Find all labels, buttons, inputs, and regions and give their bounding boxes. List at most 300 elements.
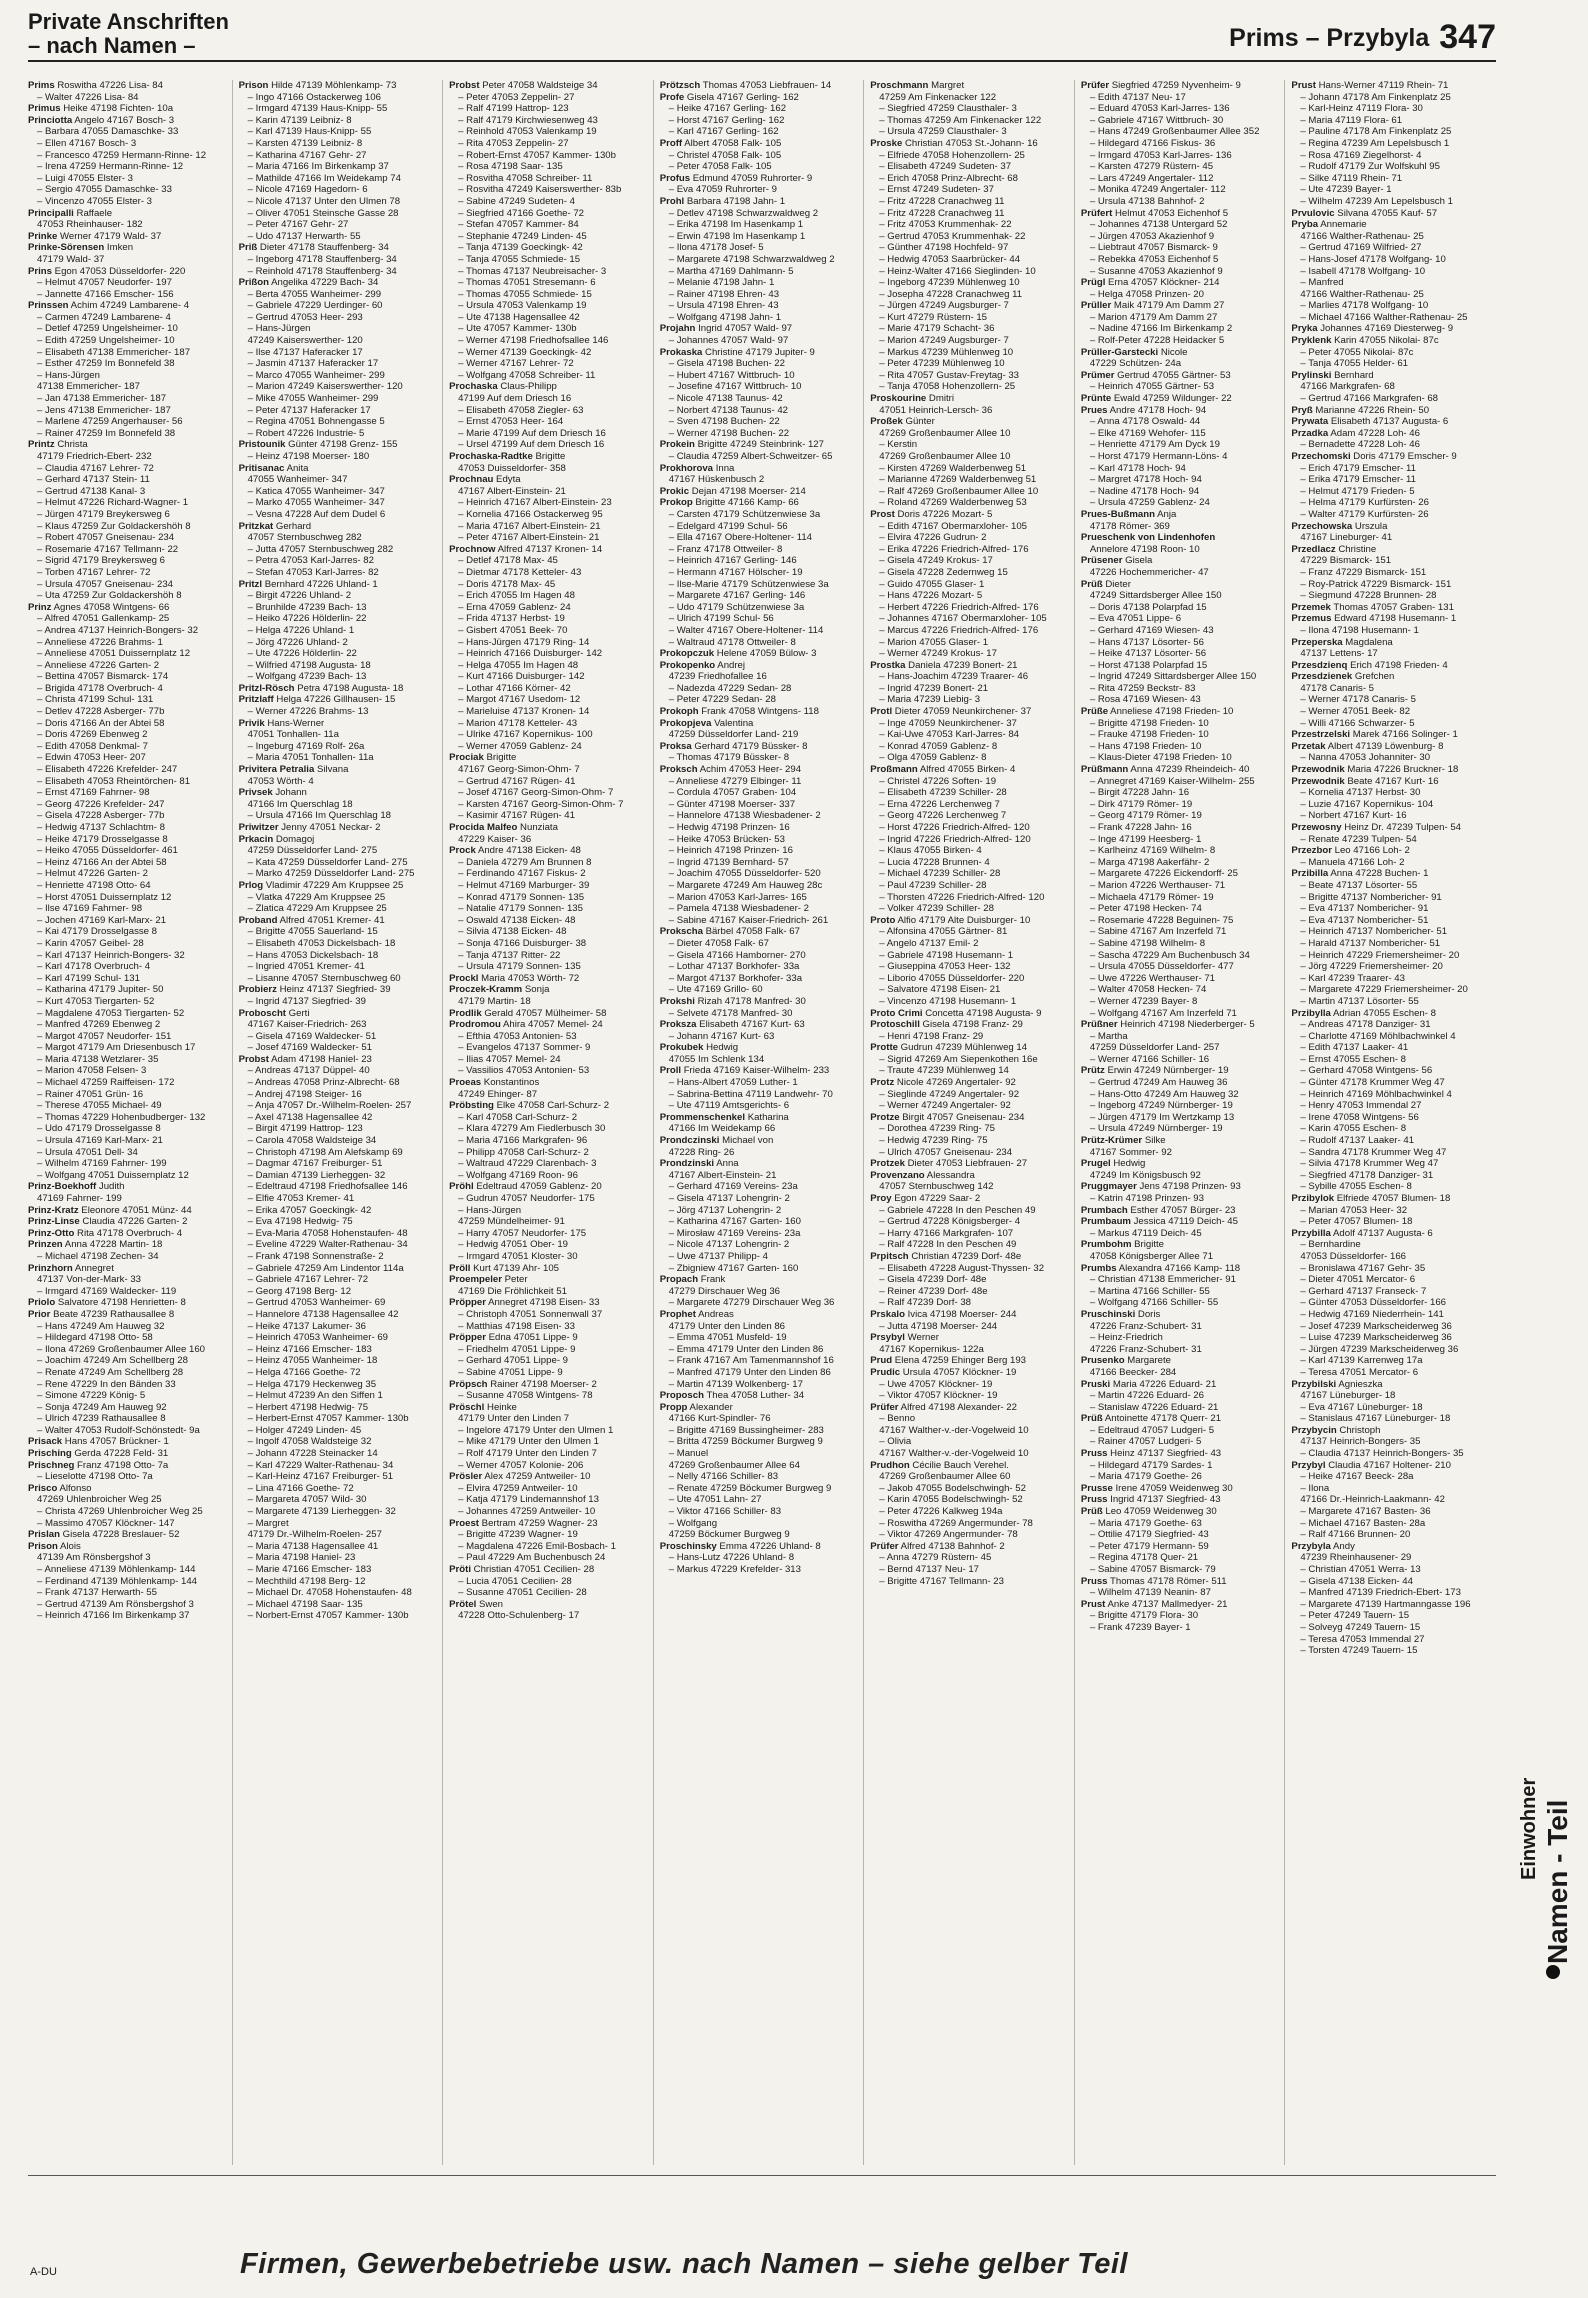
entry-text: 47228 Ring- 26	[668, 1146, 735, 1158]
directory-entry	[449, 312, 649, 324]
directory-entry	[239, 764, 439, 776]
entry-text: – Hedwig 47051 Ober- 19	[458, 1239, 569, 1251]
entry-text: Elke 47058 Carl-Schurz- 2	[493, 1100, 610, 1112]
page-header-right	[1229, 18, 1496, 57]
entry-text: – Werner 47178 Canaris- 5	[1300, 694, 1416, 706]
entry-text: Inna	[713, 462, 735, 474]
directory-entry	[28, 694, 228, 706]
directory-entry	[239, 637, 439, 649]
directory-entry	[870, 196, 1070, 208]
directory-entry	[449, 1263, 649, 1275]
directory-entry	[28, 903, 228, 915]
directory-entry	[870, 254, 1070, 266]
directory-entry	[1081, 312, 1281, 324]
entry-text: – Helmut 47169 Marburger- 39	[458, 879, 590, 891]
entry-text: Hans-Werner 47119 Rhein- 71	[1315, 80, 1449, 91]
entry-text: – Gertrud 47053 Krummenhak- 22	[879, 230, 1026, 242]
entry-text: – Heinrich 47198 Prinzen- 16	[668, 845, 793, 857]
entry-text: – Robert-Ernst 47057 Kammer- 130b	[458, 149, 616, 161]
directory-entry	[449, 300, 649, 312]
directory-entry	[239, 810, 439, 822]
directory-entry	[1291, 938, 1492, 950]
entry-text: Frank	[698, 1274, 726, 1286]
entry-text: – Ralf 47179 Kirchwiesenweg 43	[458, 114, 598, 126]
directory-entry	[239, 474, 439, 486]
directory-entry	[1081, 1379, 1281, 1391]
entry-text: – Michael 47259 Raiffeisen- 172	[37, 1077, 175, 1089]
directory-entry	[239, 1483, 439, 1495]
directory-entry	[1291, 579, 1492, 591]
directory-entry	[239, 1065, 439, 1077]
entry-text: – Edith 47137 Neu- 17	[1089, 91, 1186, 103]
directory-entry	[239, 1019, 439, 1031]
directory-entry	[660, 196, 860, 208]
entry-text: Nicole 47269 Angertaler- 92	[894, 1077, 1016, 1089]
entry-text: – Andreas 47137 Düppel- 40	[247, 1065, 370, 1077]
entry-text: Irene 47059 Weidenweg 30	[1112, 1482, 1233, 1494]
entry-text: – Georg 47179 Römer- 19	[1089, 810, 1202, 822]
entry-text: – Ilse-Marie 47179 Schützenwiese 3a	[668, 578, 829, 590]
entry-text: – Edith 47167 Obermarxloher- 105	[879, 520, 1028, 532]
entry-text: – Wolfgang 47166 Schiller- 55	[1089, 1297, 1219, 1309]
entry-text: 47179 Martin- 18	[458, 995, 531, 1007]
directory-entry	[449, 1239, 649, 1251]
entry-text: – Ursula 47198 Ehren- 43	[668, 300, 779, 312]
entry-text: – Sieglinde 47249 Angertaler- 92	[879, 1088, 1020, 1100]
directory-entry	[28, 810, 228, 822]
directory-entry	[1291, 1181, 1492, 1193]
directory-entry	[239, 370, 439, 382]
entry-text: – Manuela 47166 Loh- 2	[1300, 856, 1405, 868]
entry-text: – Carmen 47249 Lambarene- 4	[37, 311, 171, 323]
directory-entry	[28, 439, 228, 451]
entry-text: – Susanne 47053 Akazienhof 9	[1089, 265, 1223, 277]
directory-entry	[449, 80, 649, 92]
entry-text: – Ferdinand 47139 Möhlenkamp- 144	[37, 1575, 198, 1587]
entry-text: – Eva 47167 Lüneburger- 18	[1300, 1401, 1423, 1413]
entry-text: – Frank 47228 Jahn- 16	[1089, 822, 1192, 833]
entry-text: – Hubert 47167 Wittbruch- 10	[668, 369, 795, 381]
entry-text: – Jürgen 47239 Markscheiderweg 36	[1300, 1343, 1459, 1355]
directory-entry	[449, 370, 649, 382]
entry-text: – Rudolf 47179 Zur Wolfskuhl 95	[1300, 161, 1440, 173]
entry-text: – Horst 47138 Polarpfad 15	[1089, 659, 1208, 671]
directory-entry	[1291, 810, 1492, 822]
footer-divider	[28, 2175, 1496, 2176]
entry-surname: Prues	[1080, 404, 1108, 416]
directory-entry	[660, 973, 860, 985]
directory-entry	[28, 1541, 228, 1553]
directory-entry	[1081, 602, 1281, 614]
directory-entry	[1291, 1610, 1492, 1622]
entry-text: – Tanja 47058 Hohenzollern- 25	[879, 381, 1016, 393]
entry-text: – Frank 47198 Sonnenstraße- 2	[247, 1250, 384, 1262]
directory-entry	[449, 613, 649, 625]
entry-text: – Hedwig 47053 Saarbrücker- 44	[879, 253, 1021, 265]
entry-text: Silke	[1142, 1135, 1166, 1147]
directory-entry	[239, 242, 439, 254]
entry-text: – Ingrid 47249 Sittardsberger Allee 150	[1089, 671, 1257, 683]
entry-text: – Uwe 47137 Philipp- 4	[668, 1250, 768, 1262]
directory-entry	[870, 984, 1070, 996]
entry-text: – Sascha 47229 Am Buchenbusch 34	[1089, 949, 1250, 961]
entry-text: – Maria 47167 Albert-Einstein- 21	[458, 520, 601, 532]
directory-entry	[449, 1425, 649, 1437]
directory-entry	[28, 1332, 228, 1344]
directory-entry	[239, 984, 439, 996]
directory-entry	[660, 660, 860, 672]
directory-entry	[449, 625, 649, 637]
entry-surname: Prötel	[449, 1598, 477, 1610]
directory-entry	[660, 1286, 860, 1298]
directory-entry	[28, 567, 228, 579]
directory-entry	[660, 1297, 860, 1309]
directory-entry	[870, 1147, 1070, 1159]
directory-entry	[28, 799, 228, 811]
directory-entry	[1081, 1286, 1281, 1298]
directory-entry	[239, 961, 439, 973]
directory-entry	[1291, 1622, 1492, 1634]
directory-entry	[870, 474, 1070, 486]
entry-text: Thea 47058 Luther- 34	[703, 1390, 805, 1402]
entry-text: Margarete	[1124, 1355, 1171, 1367]
entry-surname: Prisco	[28, 1482, 58, 1494]
directory-entry	[1081, 729, 1281, 741]
entry-text: – Ulrike 47167 Kopernikus- 100	[458, 729, 593, 741]
directory-entry	[870, 358, 1070, 370]
entry-text: – Sonja 47249 Am Hauweg 92	[37, 1401, 167, 1413]
entry-text: Jessica 47119 Deich- 45	[1130, 1216, 1238, 1228]
entry-text: Erwin 47249 Nürnberger- 19	[1104, 1065, 1229, 1077]
entry-text: 47249 Im Königsbusch 92	[1089, 1169, 1201, 1181]
directory-entry	[1081, 1309, 1281, 1321]
directory-entry	[660, 1321, 860, 1333]
entry-text: Leo 47059 Weidenweg 30	[1102, 1506, 1217, 1518]
directory-entry	[660, 150, 860, 162]
directory-entry	[660, 567, 860, 579]
entry-text: 47228 Otto-Schulenberg- 17	[458, 1610, 580, 1622]
entry-surname: Prokoph	[659, 706, 699, 718]
directory-entry	[449, 486, 649, 498]
entry-text: – Anna 47178 Oswald- 44	[1089, 416, 1201, 428]
entry-text: – Kurt 47053 Tiergarten- 52	[37, 995, 155, 1007]
directory-entry	[870, 1390, 1070, 1402]
entry-text: – Edeltraud 47057 Ludgeri- 5	[1089, 1424, 1215, 1436]
entry-text: – Gabriele 47228 In den Peschen 49	[879, 1204, 1036, 1216]
entry-text: – Jan 47138 Emmericher- 187	[37, 393, 167, 405]
directory-entry	[1081, 532, 1281, 544]
entry-text: – Heinz-Walter 47166 Sieglinden- 10	[879, 265, 1036, 277]
directory-entry	[449, 219, 649, 231]
entry-text: – Birgit 47199 Hattrop- 123	[247, 1123, 363, 1135]
entry-text: – Gisela 47228 Asberger- 77b	[37, 810, 165, 822]
entry-text: – Angelo 47137 Emil- 2	[879, 937, 979, 949]
entry-text: – Benno	[879, 1413, 916, 1425]
directory-entry	[28, 1379, 228, 1391]
directory-entry	[28, 1216, 228, 1228]
entry-text: Andre 47138 Eicken- 48	[475, 845, 581, 857]
directory-entry	[1291, 451, 1492, 463]
directory-entry	[28, 184, 228, 196]
directory-entry	[239, 544, 439, 556]
entry-text: – Ilona	[1300, 1482, 1330, 1494]
entry-text: – Helga 47166 Goethe- 72	[247, 1366, 361, 1378]
entry-text: – Peter 47198 Hecken- 74	[1089, 903, 1202, 915]
entry-text: – Marion 47053 Karl-Jarres- 165	[668, 891, 807, 903]
entry-text: Siegfried 47259 Nyvenheim- 9	[1109, 80, 1241, 91]
entry-text: – Ursula 47249 Nürnberger- 19	[1089, 1123, 1223, 1135]
entry-text: – Marko 47259 Düsseldorfer Land- 275	[247, 868, 415, 880]
entry-text: Valentina	[711, 717, 754, 729]
directory-entry	[239, 1576, 439, 1588]
entry-text: 47167 Walther-v.-der-Vogelweid 10	[879, 1448, 1029, 1460]
entry-text: – Zlatica 47229 Am Kruppsee 25	[247, 903, 387, 915]
directory-entry	[28, 729, 228, 741]
entry-text: 47167 Kopernikus- 122a	[879, 1343, 984, 1355]
directory-entry	[870, 938, 1070, 950]
directory-entry	[28, 926, 228, 938]
entry-text: – Dieter 47058 Falk- 67	[668, 937, 769, 949]
entry-text: – Ursula 47259 Gablenz- 24	[1089, 497, 1210, 509]
directory-entry	[1291, 161, 1492, 173]
entry-text: – Heinz 47166 An der Abtei 58	[37, 856, 167, 868]
entry-text: Gisela	[1122, 555, 1153, 567]
directory-entry	[1081, 1065, 1281, 1077]
directory-entry	[1081, 277, 1281, 289]
entry-text: Gisela 47167 Gerling- 162	[684, 91, 799, 103]
directory-entry	[28, 289, 228, 301]
directory-entry	[1291, 1332, 1492, 1344]
entry-text: – Sabine 47057 Bismarck- 79	[1089, 1564, 1216, 1575]
entry-text: – Maria 47051 Tonhallen- 11a	[247, 752, 374, 764]
directory-entry	[239, 741, 439, 753]
entry-text: – Kerstin	[879, 439, 918, 451]
entry-text: – Waltraud 47178 Ottweiler- 8	[668, 636, 796, 648]
directory-entry	[660, 637, 860, 649]
entry-surname: Pristounik	[238, 439, 286, 451]
entry-text: – Katharina 47179 Jupiter- 50	[37, 984, 164, 996]
entry-text: – Brigitte 47198 Frieden- 10	[1089, 717, 1209, 729]
entry-text: – Martina 47166 Schiller- 55	[1089, 1285, 1210, 1297]
entry-text: – Ralf 47239 Dorf- 38	[879, 1297, 972, 1309]
section-side-tab	[1512, 1680, 1574, 1980]
entry-text: – Alfonsina 47055 Gärtner- 81	[879, 926, 1008, 938]
directory-entry	[239, 1089, 439, 1101]
directory-entry	[1081, 555, 1281, 567]
entry-text: – Berta 47055 Wanheimer- 299	[247, 288, 382, 300]
entry-text: – Herbert 47226 Friedrich-Alfred- 176	[879, 601, 1039, 613]
directory-entry	[28, 1031, 228, 1043]
directory-entry	[239, 1587, 439, 1599]
directory-entry	[870, 1518, 1070, 1530]
directory-entry	[1081, 961, 1281, 973]
entry-text: 47259 Düsseldorfer Land- 219	[668, 729, 799, 741]
directory-entry	[239, 590, 439, 602]
directory-entry	[870, 451, 1070, 463]
entry-text: Brigitte	[532, 451, 566, 462]
directory-entry	[1081, 1089, 1281, 1101]
directory-entry	[1291, 463, 1492, 475]
entry-text: Edeltraud 47059 Gablenz- 20	[473, 1181, 602, 1193]
directory-entry	[1081, 1135, 1281, 1147]
directory-entry	[660, 764, 860, 776]
entry-surname: Propach	[659, 1274, 699, 1286]
entry-text: – Eva 47051 Lippe- 6	[1089, 613, 1182, 625]
entry-text: Nunziata	[517, 822, 558, 833]
entry-surname: Prüller-Garstecki	[1080, 346, 1159, 358]
entry-text: – Brunhilde 47239 Bach- 13	[247, 601, 367, 613]
entry-text: – Frank 47167 Am Tamenmannshof 16	[668, 1355, 834, 1367]
directory-entry	[239, 602, 439, 614]
directory-entry	[239, 358, 439, 370]
entry-text: – Thomas 47259 Am Finkenacker 122	[879, 114, 1042, 126]
directory-entry	[28, 1135, 228, 1147]
directory-entry	[1291, 752, 1492, 764]
directory-entry	[1081, 115, 1281, 127]
directory-entry	[1291, 880, 1492, 892]
entry-text: Birgit 47057 Gneisenau- 234	[899, 1111, 1025, 1123]
entry-text: Annemarie	[1318, 219, 1367, 231]
entry-text: Hans 47057 Brückner- 1	[62, 1436, 169, 1448]
directory-entry	[449, 1448, 649, 1460]
directory-entry	[28, 80, 228, 92]
directory-entry	[1291, 1228, 1492, 1240]
directory-entry	[870, 463, 1070, 475]
directory-entry	[870, 1251, 1070, 1263]
entry-surname: Prischneg	[28, 1459, 75, 1471]
directory-entry	[660, 810, 860, 822]
entry-text: – Doris 47166 An der Abtei 58	[37, 717, 165, 729]
entry-text: – Hans 47198 Frieden- 10	[1089, 740, 1202, 752]
entry-text: 47051 Heinrich-Lersch- 36	[879, 404, 993, 416]
directory-entry	[28, 961, 228, 973]
entry-text: – Heinrich 47166 Im Birkenkamp 37	[37, 1610, 190, 1622]
directory-entry	[28, 1297, 228, 1309]
entry-text: – Holger 47249 Linden- 45	[247, 1424, 362, 1436]
directory-entry	[449, 1193, 649, 1205]
directory-entry	[660, 799, 860, 811]
entry-text: – Brigitte 47137 Nombericher- 91	[1300, 891, 1442, 903]
entry-text: – Josef 47167 Georg-Simon-Ohm- 7	[458, 787, 614, 799]
entry-text: Rizah 47178 Manfred- 30	[694, 995, 806, 1007]
entry-text: – Olga 47059 Gablenz- 8	[879, 752, 987, 764]
entry-text: Katharina	[745, 1111, 789, 1123]
entry-text: – Katharina 47167 Garten- 160	[668, 1216, 801, 1228]
directory-entry	[1081, 637, 1281, 649]
entry-text: – Marcus 47226 Friedrich-Alfred- 176	[879, 624, 1039, 636]
entry-text: 47138 Emmericher- 187	[37, 381, 140, 393]
directory-entry	[449, 1518, 649, 1530]
directory-entry	[660, 1158, 860, 1170]
entry-text: – Detlev 47198 Schwarzwaldweg 2	[668, 207, 819, 219]
directory-entry	[870, 1135, 1070, 1147]
entry-text: – Gerhard 47051 Lippe- 9	[458, 1355, 569, 1367]
directory-entry	[449, 892, 649, 904]
entry-text: 47169 Fahrner- 199	[37, 1193, 122, 1204]
entry-text: – Gertrud 47138 Kanal- 3	[37, 485, 146, 497]
entry-text: – Monika 47249 Angertaler- 112	[1089, 184, 1226, 196]
directory-entry	[1291, 138, 1492, 150]
entry-text: – Karl 47137 Heinrich-Bongers- 32	[37, 949, 185, 961]
directory-entry	[660, 1100, 860, 1112]
entry-surname: Prinz-Otto	[28, 1227, 75, 1239]
entry-text: – Andreas 47178 Danziger- 31	[1300, 1019, 1431, 1031]
directory-entry	[449, 776, 649, 788]
entry-surname: Pröpsch	[449, 1378, 488, 1390]
entry-text: – Margot 47137 Borkhofer- 33a	[668, 972, 803, 984]
directory-entry	[449, 683, 649, 695]
entry-text: – Roswitha 47269 Angermunder- 78	[879, 1517, 1033, 1529]
entry-text: – Axel 47138 Hagensallee 42	[247, 1111, 373, 1123]
directory-entry	[660, 1123, 860, 1135]
directory-entry	[660, 915, 860, 927]
directory-entry	[28, 1610, 228, 1622]
directory-entry	[660, 1483, 860, 1495]
entry-text: 47259 Mündelheimer- 91	[458, 1216, 565, 1228]
entry-surname: Przetak	[1291, 740, 1326, 752]
directory-entry	[449, 1471, 649, 1483]
entry-text: – Karlheinz 47169 Wilhelm- 8	[1089, 845, 1216, 857]
directory-entry	[1291, 103, 1492, 115]
directory-entry	[1291, 915, 1492, 927]
entry-surname: Proschmann	[870, 80, 929, 91]
directory-entry	[28, 1205, 228, 1217]
entry-text: – Franz 47229 Bismarck- 151	[1300, 566, 1427, 578]
entry-text: – Carsten 47179 Schützenwiese 3a	[668, 508, 821, 520]
directory-entry	[28, 150, 228, 162]
entry-text: – Michael 47239 Schiller- 28	[879, 868, 1001, 880]
entry-text: – Henry 47053 Immendal 27	[1300, 1100, 1422, 1112]
directory-entry	[1291, 1031, 1492, 1043]
entry-surname: Przechowska	[1291, 520, 1353, 532]
entry-surname: Privsek	[238, 787, 273, 799]
directory-entry	[870, 138, 1070, 150]
directory-entry	[239, 555, 439, 567]
directory-entry	[870, 1494, 1070, 1506]
directory-entry	[870, 381, 1070, 393]
entry-surname: Prokaska	[659, 346, 703, 358]
directory-entry	[1081, 347, 1281, 359]
directory-entry	[870, 1100, 1070, 1112]
entry-text: – Thomas 47051 Stresemann- 6	[458, 277, 596, 289]
entry-text: – Christa 47199 Schul- 131	[37, 694, 154, 706]
directory-entry	[660, 718, 860, 730]
entry-text: – Pauline 47178 Am Finkenplatz 25	[1300, 126, 1452, 138]
entry-text: Dieter 47178 Stauffenberg- 34	[257, 242, 389, 254]
entry-surname: Prins	[28, 265, 52, 277]
entry-text: – Markus 47119 Deich- 45	[1089, 1227, 1202, 1239]
entry-text: – Karl-Heinz 47119 Flora- 30	[1300, 103, 1423, 115]
entry-text: – Nelly 47166 Schiller- 83	[668, 1471, 779, 1483]
entry-text: – Regina 47051 Bohnengasse 5	[247, 416, 385, 428]
directory-entry	[1081, 1494, 1281, 1506]
entry-text: Doris	[1135, 1308, 1161, 1320]
directory-entry	[239, 718, 439, 730]
entry-text: – Ingeborg 47239 Mühlenweg 10	[879, 277, 1020, 289]
directory-entry	[870, 706, 1070, 718]
directory-entry	[660, 1332, 860, 1344]
entry-text: – Karsten 47167 Georg-Simon-Ohm- 7	[458, 798, 624, 810]
entry-text: – Elisabeth 47249 Sudeten- 37	[879, 161, 1012, 173]
directory-entry	[28, 1587, 228, 1599]
entry-surname: Prinz	[28, 601, 52, 613]
entry-text: – Brigitte 47055 Sauerland- 15	[247, 926, 378, 938]
directory-entry	[449, 231, 649, 243]
entry-text: – Nadine 47166 Im Birkenkamp 2	[1089, 323, 1233, 335]
directory-entry	[1081, 138, 1281, 150]
entry-text: – Michaela 47179 Römer- 19	[1089, 891, 1214, 903]
directory-entry	[449, 555, 649, 567]
